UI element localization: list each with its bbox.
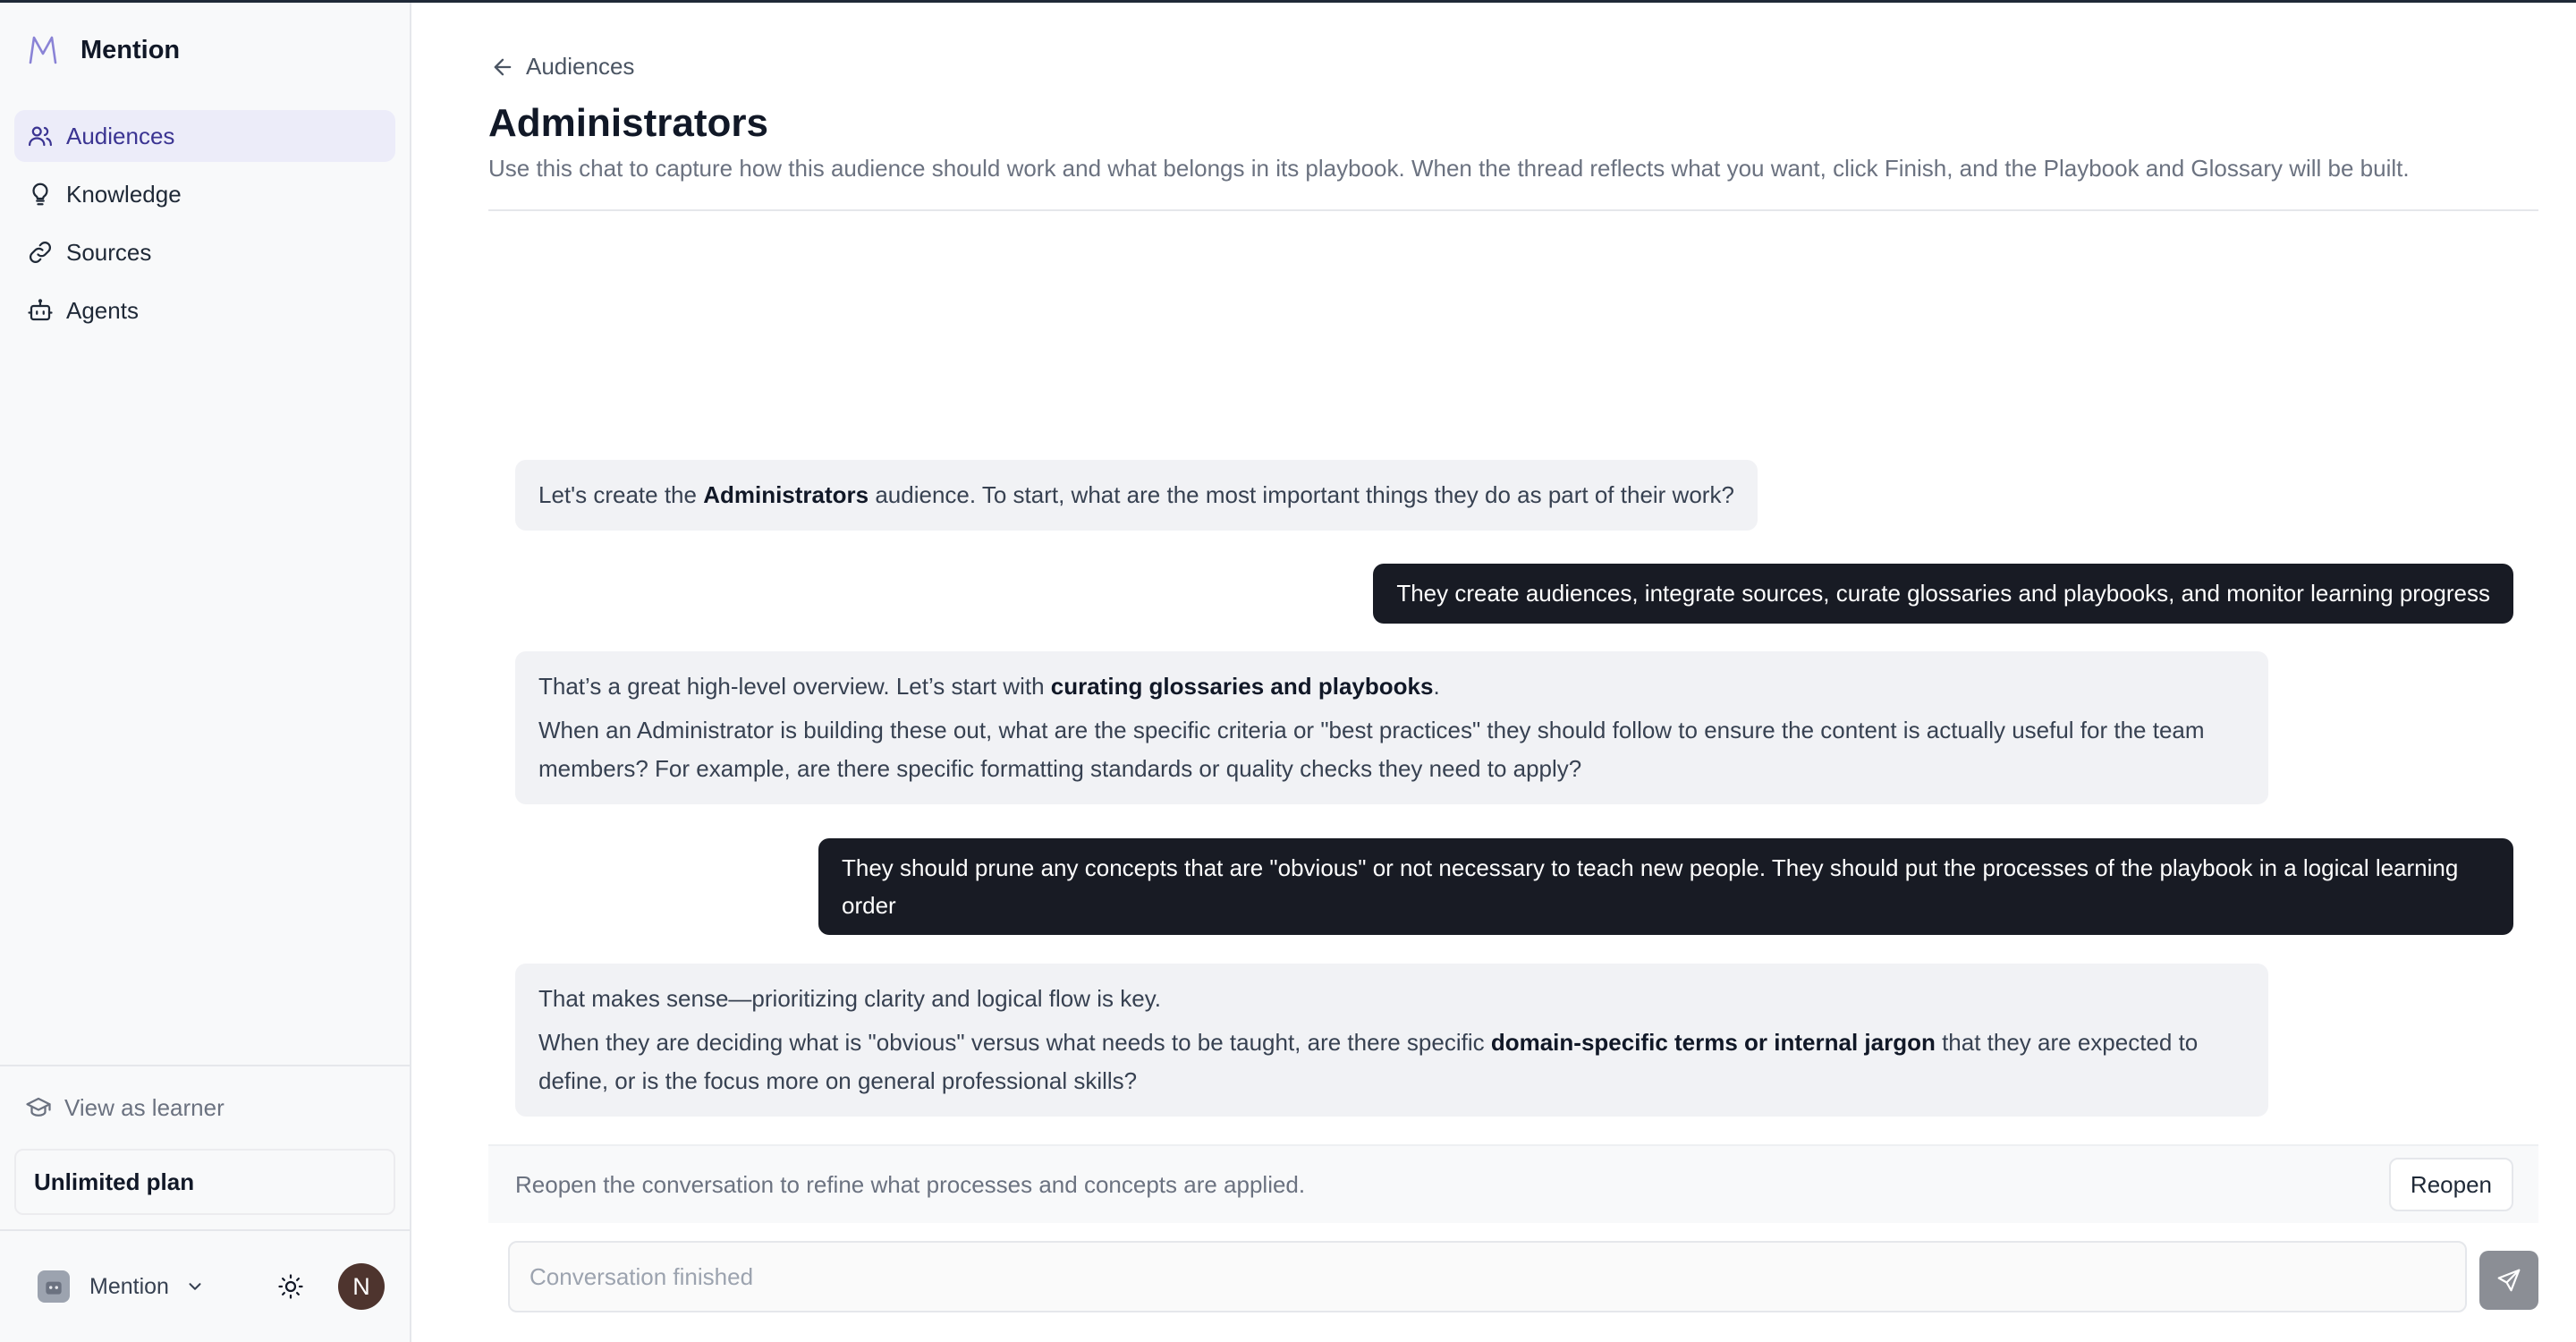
account-row	[0, 1229, 410, 1342]
user-avatar[interactable]: N	[338, 1263, 385, 1310]
sidebar-item-audiences[interactable]	[14, 110, 395, 162]
send-icon	[2496, 1267, 2522, 1294]
chat-input[interactable]	[508, 1241, 2467, 1312]
composer	[508, 1241, 2538, 1314]
send-button[interactable]	[2479, 1251, 2538, 1310]
back-link-label: Audiences	[526, 53, 635, 80]
assistant-message	[515, 651, 2268, 804]
workspace-name[interactable]: Mention	[89, 1273, 169, 1299]
divider	[488, 209, 2538, 211]
brand-name: Mention	[80, 35, 181, 64]
reopen-button[interactable]: Reopen	[2389, 1158, 2513, 1211]
users-icon	[27, 123, 54, 149]
message-text: They create audiences, integrate sources, curate glossaries and playbooks, and monitor learning progress	[1396, 580, 2490, 607]
main-content	[411, 3, 2576, 1342]
sidebar	[0, 3, 411, 1342]
message-paragraph: When an Administrator is building these out, what are the specific criteria or "best practices" they should follow to ensure the content is actually useful for the team members? For example, are there specific formatting standards or quality checks they need to apply?	[538, 717, 2205, 782]
bot-icon	[27, 297, 54, 324]
mention-logo-icon	[25, 32, 61, 68]
message-paragraph: That’s a great high-level overview. Let’s start with curating glossaries and playbooks.	[538, 673, 1440, 700]
user-message	[818, 838, 2513, 935]
arrow-left-icon	[490, 55, 515, 80]
sidebar-item-label: Knowledge	[66, 180, 182, 208]
bot-icon	[42, 1275, 65, 1298]
view-as-learner-label: View as learner	[64, 1093, 225, 1121]
sidebar-item-knowledge[interactable]	[14, 168, 395, 220]
back-to-audiences-link[interactable]	[490, 53, 634, 81]
link-icon	[27, 239, 54, 266]
assistant-message	[515, 964, 2268, 1117]
sidebar-item-agents[interactable]	[14, 285, 395, 336]
finished-note: Reopen the conversation to refine what processes and concepts are applied.	[515, 1170, 1306, 1198]
message-text: They should prune any concepts that are "obvious" or not necessary to teach new people. They should put the processes of the playbook in a logical learning order	[842, 854, 2459, 919]
graduation-cap-icon	[25, 1094, 52, 1121]
sidebar-item-label: Sources	[66, 238, 152, 266]
view-as-learner-link[interactable]	[0, 1066, 410, 1149]
message-paragraph: That makes sense—prioritizing clarity and logical flow is key.	[538, 985, 1162, 1012]
sidebar-nav	[0, 98, 410, 336]
plan-label: Unlimited plan	[34, 1168, 195, 1195]
lightbulb-icon	[27, 181, 54, 208]
message-paragraph: Let's create the Administrators audience. To start, what are the most important things they do as part of their work?	[538, 481, 1734, 508]
chevron-down-icon[interactable]	[185, 1277, 205, 1296]
sun-icon[interactable]	[277, 1273, 304, 1300]
message-paragraph: When they are deciding what is "obvious" versus what needs to be taught, are there specific domain-specific terms or internal jargon that they are expected to define, or is the focus more on general professional skills?	[538, 1029, 2199, 1094]
plan-badge[interactable]	[14, 1149, 395, 1215]
sidebar-item-label: Audiences	[66, 122, 175, 149]
page-description: Use this chat to capture how this audience should work and what belongs in its playbook. When the thread reflects what you want, click Finish, and the Playbook and Glossary will be built.	[488, 155, 2410, 182]
page-title: Administrators	[488, 101, 768, 145]
sidebar-item-label: Agents	[66, 296, 139, 324]
sidebar-item-sources[interactable]	[14, 226, 395, 278]
workspace-avatar[interactable]	[38, 1270, 70, 1303]
sidebar-footer	[0, 1065, 410, 1342]
brand	[0, 3, 410, 98]
conversation-finished-banner	[488, 1144, 2538, 1223]
user-message	[1373, 564, 2513, 624]
assistant-message	[515, 460, 1758, 531]
